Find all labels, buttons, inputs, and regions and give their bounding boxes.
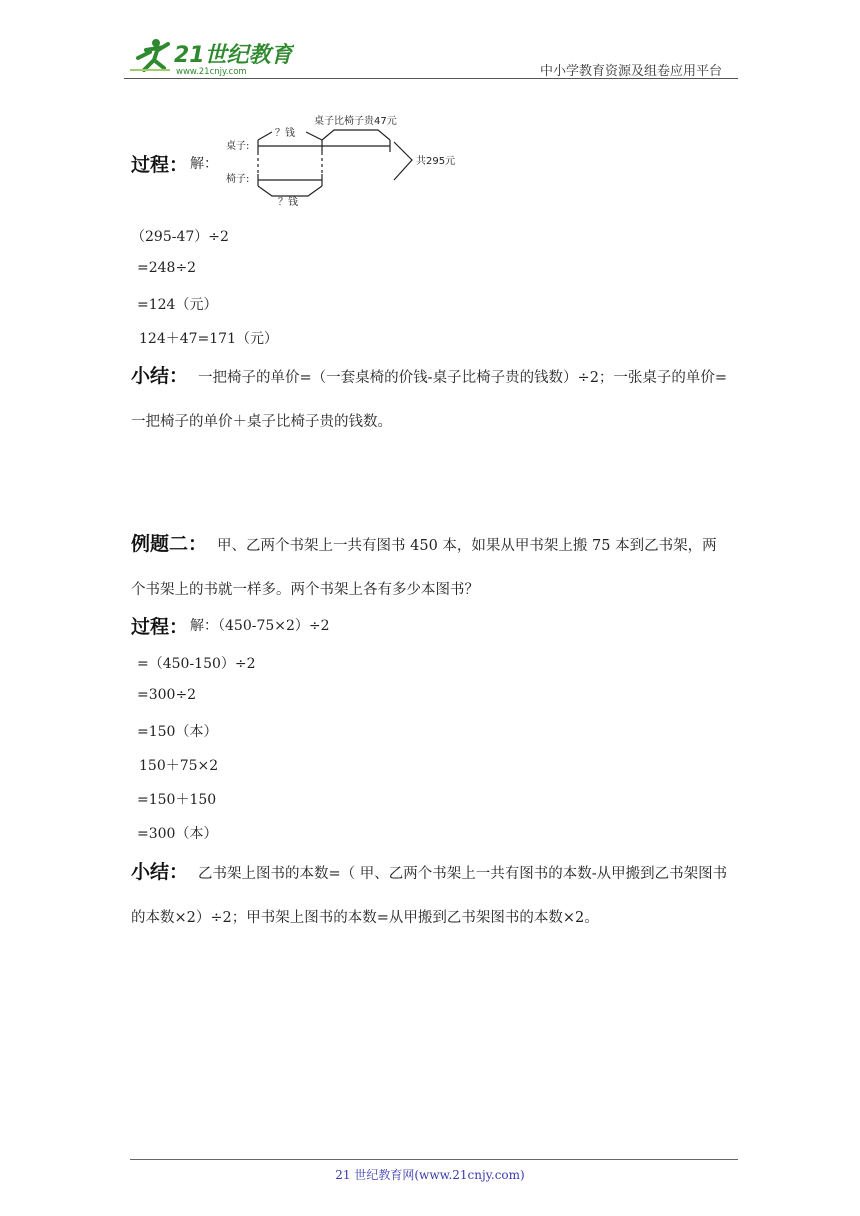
step-2-6: =300（本）: [137, 826, 218, 842]
example-2-problem-text: 甲、乙两个书架上一共有图书 450 本，如果从甲书架上搬 75 本到乙书架，两个书架上的书就一样多。两个书架上各有多少本图书？: [131, 538, 717, 598]
step-2-4: 150＋75×2: [139, 758, 219, 774]
diagram-total: 共295元: [416, 156, 456, 167]
summary-paragraph-2: [131, 850, 731, 940]
diagram-q-bottom: ？钱: [278, 197, 298, 208]
process-label-1: 过程：: [131, 154, 189, 176]
diagram-q-top: ？钱: [275, 128, 295, 139]
diagram-chair-label: 椅子:: [226, 174, 250, 185]
summary-label-2: 小结：: [131, 861, 189, 883]
line-segment-diagram: [222, 112, 462, 212]
step-1-2: =248÷2: [137, 260, 197, 276]
header-platform-text: 中小学教育资源及组卷应用平台: [539, 64, 722, 79]
logo-url: www.21cnjy.com: [176, 67, 247, 77]
footer-divider: [130, 1159, 738, 1160]
header-divider: [124, 78, 738, 79]
step-2-3: =150（本）: [137, 724, 218, 740]
summary-paragraph-1: [131, 354, 731, 444]
step-2-1: =（450-150）÷2: [137, 656, 256, 672]
summary-text-1: 一把椅子的单价=（一套桌椅的价钱-桌子比椅子贵的钱数）÷2；一张桌子的单价=一把椅子的单价＋桌子比椅子贵的钱数。: [131, 370, 728, 430]
step-1-1: （295-47）÷2: [131, 229, 229, 245]
diagram-desk-label: 桌子:: [226, 141, 250, 152]
example-2-title: 例题二：: [131, 533, 208, 555]
process-label-2: 过程：: [131, 616, 189, 638]
summary-label-1: 小结：: [131, 365, 189, 387]
step-2-5: =150＋150: [137, 792, 217, 808]
process-intro-1: 解：: [190, 156, 218, 172]
summary-text-2: 乙书架上图书的本数=（ 甲、乙两个书架上一共有图书的本数-从甲搬到乙书架图书的本数×2）÷2；甲书架上图书的本数=从甲搬到乙书架图书的本数×2。: [131, 866, 728, 926]
diagram-top-note: 桌子比椅子贵47元: [314, 116, 397, 127]
step-1-4: 124＋47=171（元）: [139, 331, 278, 347]
step-1-3: =124（元）: [137, 297, 218, 313]
example-2-problem: [131, 522, 731, 612]
logo-text: 21世纪教育: [174, 43, 293, 68]
process-intro-2: 解：（450-75×2）÷2: [190, 618, 330, 634]
footer-link[interactable]: 21 世纪教育网(www.21cnjy.com): [335, 1168, 525, 1182]
step-2-2: =300÷2: [137, 687, 197, 703]
